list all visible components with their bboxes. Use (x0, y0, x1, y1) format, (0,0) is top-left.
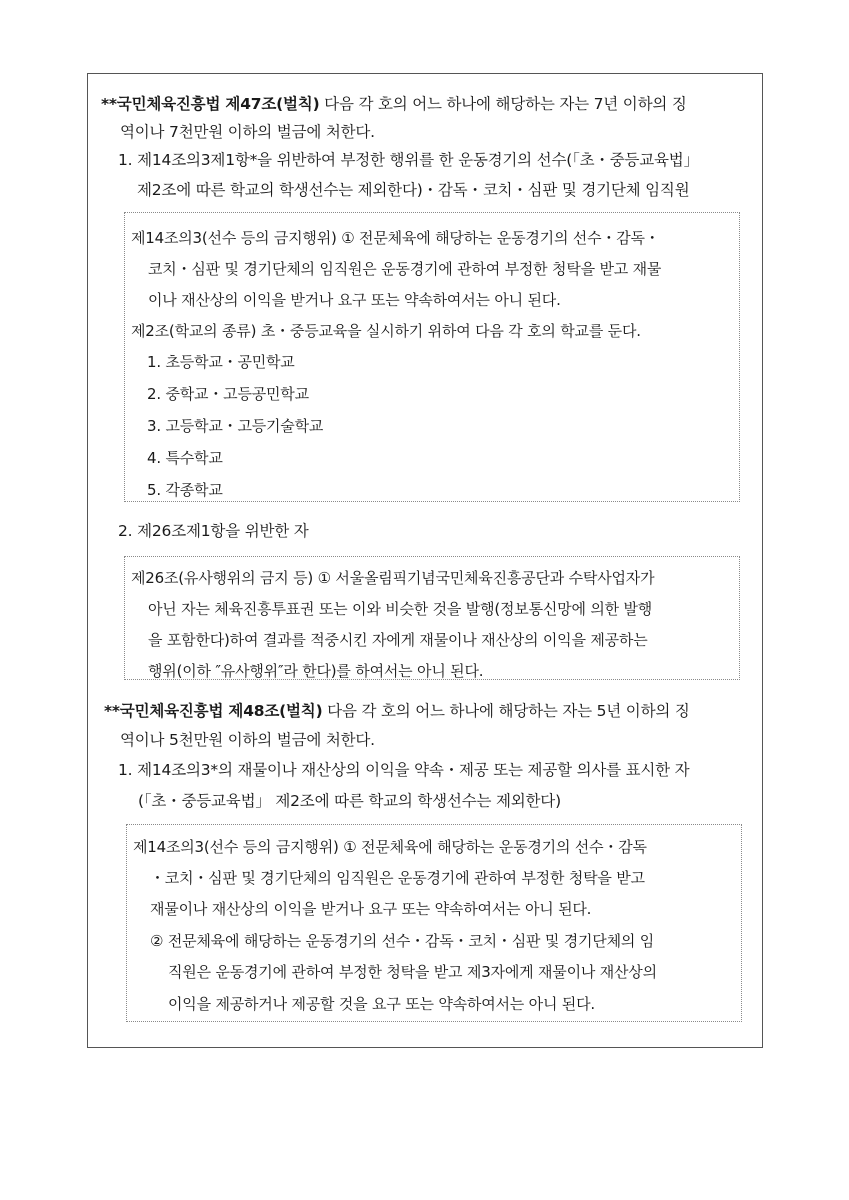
box2-line4: 행위(이하 ″유사행위″라 한다)를 하여서는 아니 된다. (148, 662, 484, 680)
art48-paragraph (104, 701, 690, 721)
box3-line1: 제14조의3(선수 등의 금지행위) ① 전문체육에 해당하는 운동경기의 선수・감독 (133, 838, 647, 856)
box1-line4: 제2조(학교의 종류) 초・중등교육을 실시하기 위하여 다음 각 호의 학교를 둔다. (131, 322, 641, 340)
art48-line1: 다음 각 호의 어느 하나에 해당하는 자는 5년 이하의 징 (322, 702, 690, 720)
art47-heading: **국민체육진흥법 제47조(벌칙) (101, 95, 320, 113)
art48-line2: 역이나 5천만원 이하의 벌금에 처한다. (120, 731, 375, 749)
box3-line5: 직원은 운동경기에 관하여 부정한 청탁을 받고 제3자에게 재물이나 재산상의 (168, 963, 657, 981)
box3-line3: 재물이나 재산상의 이익을 받거나 요구 또는 약속하여서는 아니 된다. (150, 900, 592, 918)
school-item: 5. 각종학교 (147, 481, 223, 499)
art47-paragraph (101, 94, 687, 114)
box3-line6: 이익을 제공하거나 제공할 것을 요구 또는 약속하여서는 아니 된다. (168, 995, 595, 1013)
art47-line2: 역이나 7천만원 이하의 벌금에 처한다. (120, 123, 375, 141)
art48-item1-line2: (「초・중등교육법」 제2조에 따른 학교의 학생선수는 제외한다) (138, 792, 561, 810)
art47-item1-line2: 제2조에 따른 학교의 학생선수는 제외한다)・감독・코치・심판 및 경기단체 임직원 (137, 181, 690, 199)
box2-line3: 을 포함한다)하여 결과를 적중시킨 자에게 재물이나 재산상의 이익을 제공하는 (148, 631, 648, 649)
art48-item1-line1: 1. 제14조의3*의 재물이나 재산상의 이익을 약속・제공 또는 제공할 의사를 표시한 자 (118, 761, 690, 779)
box2-line1: 제26조(유사행위의 금지 등) ① 서울올림픽기념국민체육진흥공단과 수탁사업자가 (131, 569, 655, 587)
box3-line2: ・코치・심판 및 경기단체의 임직원은 운동경기에 관하여 부정한 청탁을 받고 (150, 869, 645, 887)
art48-heading: **국민체육진흥법 제48조(벌칙) (104, 702, 323, 720)
box1-line1: 제14조의3(선수 등의 금지행위) ① 전문체육에 해당하는 운동경기의 선수・감독・ (131, 229, 660, 247)
box3-line4: ② 전문체육에 해당하는 운동경기의 선수・감독・코치・심판 및 경기단체의 임 (150, 932, 655, 950)
school-item: 1. 초등학교・공민학교 (147, 353, 295, 371)
school-item: 3. 고등학교・고등기술학교 (147, 417, 324, 435)
box2-line2: 아닌 자는 체육진흥투표권 또는 이와 비슷한 것을 발행(정보통신망에 의한 발행 (148, 600, 653, 618)
art47-line1: 다음 각 호의 어느 하나에 해당하는 자는 7년 이하의 징 (319, 95, 687, 113)
art47-item1-line1: 1. 제14조의3제1항*을 위반하여 부정한 행위를 한 운동경기의 선수(「초・중등교육법」 (118, 151, 699, 169)
box1-line3: 이나 재산상의 이익을 받거나 요구 또는 약속하여서는 아니 된다. (148, 291, 561, 309)
school-item: 2. 중학교・고등공민학교 (147, 385, 309, 403)
school-item: 4. 특수학교 (147, 449, 223, 467)
art47-item2: 2. 제26조제1항을 위반한 자 (118, 522, 309, 540)
box1-line2: 코치・심판 및 경기단체의 임직원은 운동경기에 관하여 부정한 청탁을 받고 재물 (148, 260, 662, 278)
